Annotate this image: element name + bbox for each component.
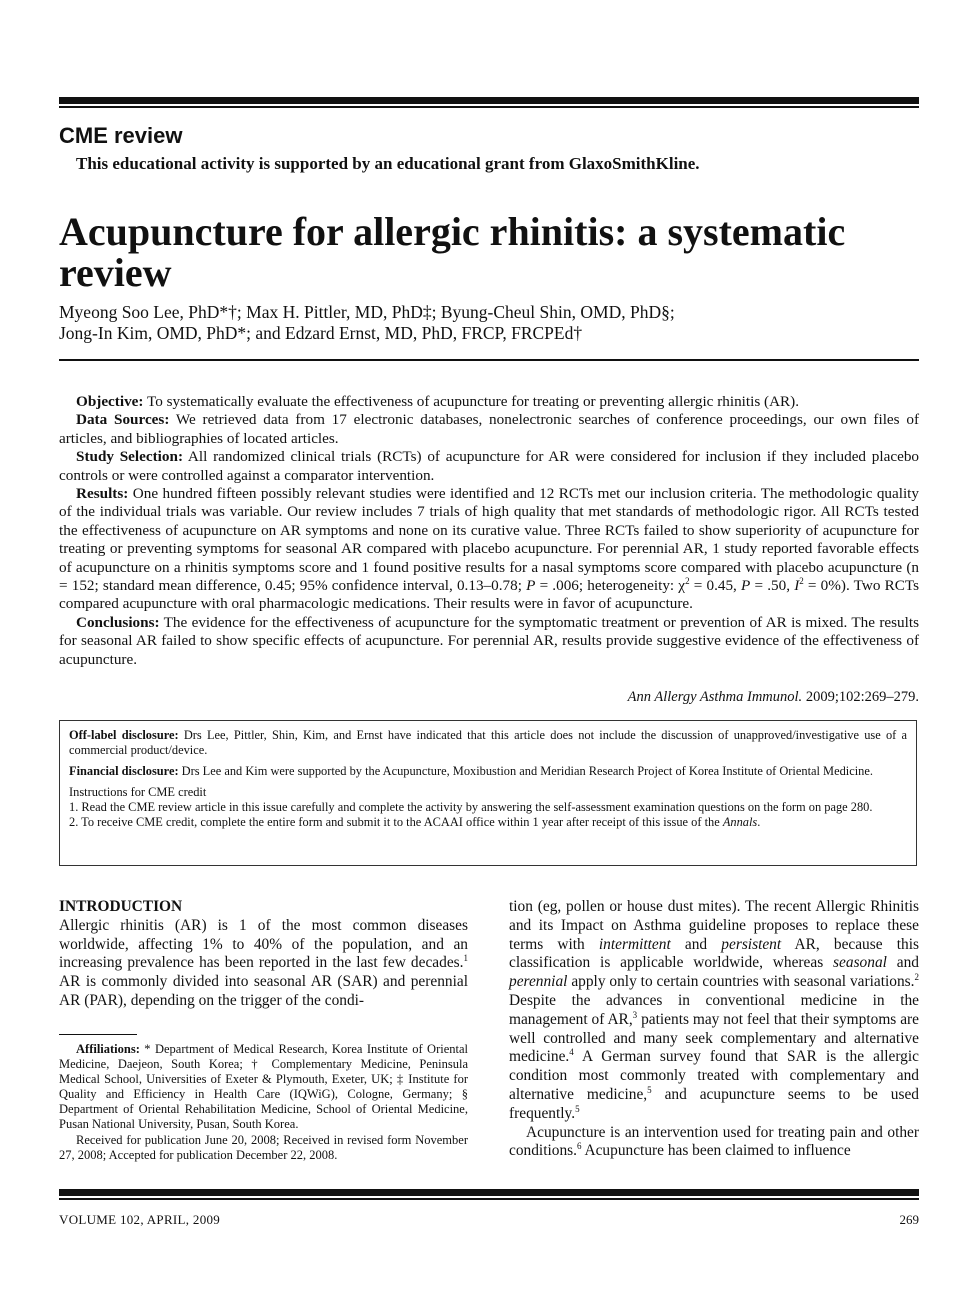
reference-marker: 4 xyxy=(569,1047,574,1058)
chi-square-exponent: 2 xyxy=(685,576,690,586)
author-line-2: Jong-In Kim, OMD, PhD*; and Edzard Ernst, MD, PhD, FRCP, FRCPEd† xyxy=(59,323,583,343)
cme-instruction-item: 1. Read the CME review article in this issue carefully and complete the activity by answering the self-assessment examination questions on the form on page 280. xyxy=(69,800,873,814)
item-text: . xyxy=(757,815,761,829)
term-perennial: perennial xyxy=(509,973,568,991)
body-column-left xyxy=(59,898,468,1011)
reference-marker: 2 xyxy=(914,972,919,983)
term-intermittent: intermittent xyxy=(598,935,671,953)
reference-marker: 5 xyxy=(575,1103,580,1114)
abstract-conclusions xyxy=(59,614,919,669)
conclusions-label: Conclusions: xyxy=(76,613,160,631)
journal-citation xyxy=(59,689,919,706)
disclosure-box xyxy=(59,720,917,866)
results-text: = 0%). Two RCTs compared acupuncture with oral pharmacologic medications. Their results were in favor of acupuncture. xyxy=(59,577,919,613)
financial-disclosure xyxy=(69,764,907,779)
abstract-objective xyxy=(59,393,919,411)
affiliations-label: Affiliations: xyxy=(76,1042,140,1056)
affiliations-paragraph xyxy=(59,1042,468,1133)
author-line-1: Myeong Soo Lee, PhD*†; Max H. Pittler, MD, PhD‡; Byung-Cheul Shin, OMD, PhD§; xyxy=(59,302,675,322)
financial-label: Financial disclosure: xyxy=(69,764,179,778)
item-text: 2. To receive CME credit, complete the entire form and submit it to the ACAAI office within 1 year after receipt of this issue of the xyxy=(69,815,723,829)
study-selection-label: Study Selection: xyxy=(76,448,184,466)
body-paragraph xyxy=(509,898,919,1124)
body-text: Acupuncture is an intervention used for treating pain and other conditions. xyxy=(509,1123,919,1160)
study-selection-text: All randomized clinical trials (RCTs) of acupuncture for AR were considered for inclusion if they included placebo controls or were controlled against a comparator intervention. xyxy=(59,448,920,484)
body-column-right xyxy=(509,898,919,1161)
body-paragraph xyxy=(59,917,468,1011)
body-text: Acupuncture has been claimed to influence xyxy=(581,1142,851,1160)
affiliations-text: * Department of Medical Research, Korea Institute of Oriental Medicine, Daejeon, South Korea; † Complementary Medicine, Peninsula Medical School, Universities of Exeter & Plymouth, Exeter, UK; ‡ Institute for Quality and Efficiency in Health Care (IQWiG), Cologne, Germany; § Department of Oriental Rehabilitation Medicine, School of Oriental Medicine, Pusan National University, Pusan, South Korea. xyxy=(59,1042,468,1132)
footer-volume: VOLUME 102, APRIL, 2009 xyxy=(59,1212,221,1227)
bottom-thin-rule xyxy=(59,1198,919,1200)
results-text: One hundred fifteen possibly relevant studies were identified and 12 RCTs met our inclusion criteria. The methodologic quality of the individual trials was variable. Our review includes 7 trials of high quality that met standards of methodologic rigor. All RCTs tested the effectiveness of acupuncture on AR symptoms and none on its curative value. Three RCTs failed to show superiority of acupuncture for treating or preventing symptoms for seasonal AR compared with placebo acupuncture. For perennial AR, 1 study reported favorable effects of acupuncture on a rhinitis symptoms score and 1 found positive results for a nasal symptoms score compared with placebo acupuncture (n = 152; standard mean difference, 0.45; 95% confidence interval, 0.13–0.78; xyxy=(59,485,919,595)
top-thick-rule xyxy=(59,97,919,104)
abstract-results xyxy=(59,485,919,614)
reference-marker: 1 xyxy=(463,953,468,964)
conclusions-text: The evidence for the effectiveness of acupuncture for the symptomatic treatment or prevention of AR is mixed. The results for seasonal AR failed to show specific effects of acupuncture. For perennial AR, results provide suggestive evidence of the effectiveness of acupuncture. xyxy=(59,613,919,668)
section-label: CME review xyxy=(59,123,183,148)
results-text: = .006; heterogeneity: χ xyxy=(535,577,686,595)
i-squared-exponent: 2 xyxy=(799,576,804,586)
grant-statement: This educational activity is supported by an educational grant from GlaxoSmithKline. xyxy=(76,154,700,173)
top-thin-rule xyxy=(59,106,919,108)
term-persistent: persistent xyxy=(721,935,782,953)
i-squared-symbol: I xyxy=(794,577,800,595)
data-sources-text: We retrieved data from 17 electronic databases, nonelectronic searches of conference proceedings, our own files of articles, and bibliographies of located articles. xyxy=(59,411,919,447)
bottom-thick-rule xyxy=(59,1189,919,1196)
abstract-study-selection xyxy=(59,448,919,485)
financial-text: Drs Lee and Kim were supported by the Acupuncture, Moxibustion and Meridian Research Project of Korea Institute of Oriental Medicine. xyxy=(178,764,873,778)
results-text: = .50, xyxy=(750,577,795,595)
affiliations-footnote xyxy=(59,1042,468,1163)
body-text: Despite the advances in conventional medicine in the management of AR, xyxy=(509,991,919,1028)
body-paragraph xyxy=(509,1124,919,1162)
footnote-rule xyxy=(59,1034,137,1035)
citation-details: 2009;102:269–279. xyxy=(802,689,919,705)
abstract-data-sources xyxy=(59,411,919,448)
offlabel-label: Off-label disclosure: xyxy=(69,728,179,742)
reference-marker: 6 xyxy=(576,1141,582,1152)
cme-instructions-heading: Instructions for CME credit xyxy=(69,785,207,799)
p-value-symbol: P xyxy=(526,577,536,595)
body-text: A German survey found that SAR is the allergic condition most commonly treated with complementary and alternative medicine, xyxy=(509,1048,919,1103)
offlabel-disclosure xyxy=(69,728,907,758)
body-text: and acupuncture seems to be used frequently. xyxy=(509,1085,919,1122)
title-divider xyxy=(59,359,919,361)
body-text: and xyxy=(670,935,722,953)
reference-marker: 5 xyxy=(647,1084,652,1095)
body-text: and xyxy=(886,954,919,972)
section-heading-introduction: INTRODUCTION xyxy=(59,898,183,915)
author-list xyxy=(59,302,919,344)
results-text: = 0.45, xyxy=(689,577,742,595)
offlabel-text: Drs Lee, Pittler, Shin, Kim, and Ernst have indicated that this article does not include the discussion of unapproved/investigative use of a commercial product/device. xyxy=(69,728,907,757)
body-text: tion (eg, pollen or house dust mites). The recent Allergic Rhinitis and its Impact on Asthma guideline proposes to replace these terms with xyxy=(509,898,919,953)
journal-name: Ann Allergy Asthma Immunol. xyxy=(627,689,803,705)
data-sources-label: Data Sources: xyxy=(76,411,170,429)
footer-page-number: 269 xyxy=(899,1212,919,1227)
cme-instruction-item xyxy=(69,815,907,830)
received-dates: Received for publication June 20, 2008; Received in revised form November 27, 2008; Accepted for publication December 22, 2008. xyxy=(59,1132,468,1162)
annals-italic: Annals xyxy=(722,815,758,829)
body-text: apply only to certain countries with seasonal variations. xyxy=(567,973,915,991)
body-text: patients may not feel that their symptoms are well controlled and many seek complementary and alternative medicine. xyxy=(509,1010,919,1066)
reference-marker: 3 xyxy=(632,1009,638,1020)
abstract xyxy=(59,393,919,669)
objective-label: Objective: xyxy=(76,393,144,410)
p-value-symbol: P xyxy=(741,577,751,595)
body-text: AR, because this classification is applicable worldwide, whereas xyxy=(509,935,919,972)
term-seasonal: seasonal xyxy=(833,954,887,972)
body-text: Allergic rhinitis (AR) is 1 of the most common diseases worldwide, affecting 1% to 40% of the population, and an increasing prevalence has been reported in the last few decades. xyxy=(59,916,468,972)
objective-text: To systematically evaluate the effectiveness of acupuncture for treating or preventing allergic rhinitis (AR). xyxy=(143,393,800,410)
results-label: Results: xyxy=(76,485,129,503)
body-text: AR is commonly divided into seasonal AR (SAR) and perennial AR (PAR), depending on the trigger of the condi- xyxy=(59,973,468,1009)
cme-instructions-list xyxy=(69,800,907,830)
article-title: Acupuncture for allergic rhinitis: a systematic review xyxy=(59,209,846,295)
